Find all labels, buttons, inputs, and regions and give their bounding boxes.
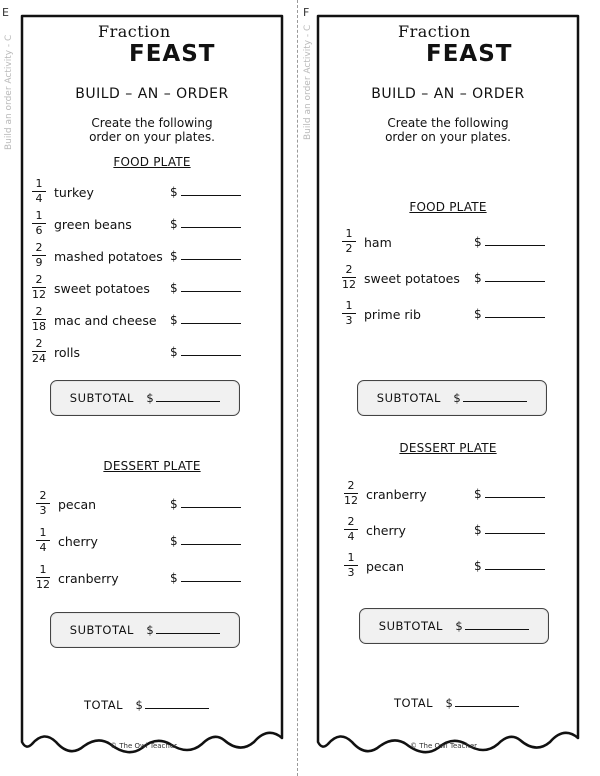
- side-text-right: Build an order Activity - C: [303, 24, 313, 140]
- food-subtotal-line: [51, 391, 239, 405]
- subtotal-label: SUBTOTAL: [378, 619, 443, 633]
- dessert-subtotal-box: [50, 612, 240, 648]
- dollar-sign: $: [146, 623, 155, 637]
- food-subtotal-box: [357, 380, 547, 416]
- dollar-sign: $: [170, 313, 178, 327]
- price-line: [474, 271, 545, 285]
- title-fraction: Fraction: [98, 22, 171, 41]
- menu-item-name: sweet potatoes: [364, 271, 460, 286]
- total-label: TOTAL: [394, 696, 433, 710]
- fraction-numerator: 2: [35, 273, 43, 286]
- total-blank[interactable]: [455, 696, 519, 707]
- total-line: [84, 698, 209, 712]
- menu-item-name: mashed potatoes: [54, 249, 163, 264]
- price-line: [170, 313, 241, 327]
- order-card-right: [314, 14, 582, 766]
- subtotal-label: SUBTOTAL: [376, 391, 441, 405]
- fraction-numerator: 2: [39, 489, 47, 502]
- subtotal-blank[interactable]: [156, 391, 220, 402]
- dollar-sign: $: [170, 345, 178, 359]
- fraction-denominator: 6: [35, 224, 43, 237]
- price-blank[interactable]: [181, 497, 241, 508]
- fraction-denominator: 12: [32, 288, 46, 301]
- fraction: [32, 306, 46, 333]
- menu-item-name: green beans: [54, 217, 132, 232]
- fraction: [32, 178, 46, 205]
- subtotal-blank[interactable]: [156, 623, 220, 634]
- dollar-sign: $: [135, 698, 144, 712]
- dollar-sign: $: [170, 534, 178, 548]
- price-line: [170, 571, 241, 585]
- food-plate-title: FOOD PLATE: [113, 155, 191, 169]
- instructions-line-2: order on your plates.: [385, 130, 511, 144]
- dollar-sign: $: [170, 497, 178, 511]
- price-blank[interactable]: [485, 559, 545, 570]
- dessert-subtotal-line: [51, 623, 239, 637]
- menu-item-row: [344, 516, 584, 546]
- menu-item-name: ham: [364, 235, 392, 250]
- fraction-numerator: 2: [347, 479, 355, 492]
- menu-item-name: prime rib: [364, 307, 421, 322]
- fraction: [342, 228, 356, 255]
- fraction: [32, 338, 46, 365]
- fraction: [36, 490, 50, 517]
- price-blank[interactable]: [181, 217, 241, 228]
- heading-build-an-order: BUILD – AN – ORDER: [75, 86, 229, 102]
- fraction-numerator: 2: [347, 515, 355, 528]
- fraction-denominator: 4: [39, 541, 47, 554]
- dollar-sign: $: [170, 185, 178, 199]
- menu-item-row: [36, 490, 276, 520]
- total-label: TOTAL: [84, 698, 123, 712]
- menu-item-row: [32, 242, 272, 272]
- credit-text: © The Owl Teacher: [410, 742, 478, 750]
- fraction-denominator: 12: [344, 494, 358, 507]
- instructions-line-2: order on your plates.: [89, 130, 215, 144]
- menu-item-name: sweet potatoes: [54, 281, 150, 296]
- menu-item-name: pecan: [58, 497, 97, 512]
- menu-item-row: [342, 228, 582, 258]
- fraction: [344, 552, 358, 579]
- cut-line: [297, 0, 298, 776]
- dollar-sign: $: [445, 696, 454, 710]
- menu-item-name: cherry: [58, 534, 98, 549]
- fraction: [32, 274, 46, 301]
- menu-item-name: cranberry: [58, 571, 119, 586]
- price-line: [474, 559, 545, 573]
- corner-letter-right: F: [303, 6, 310, 19]
- fraction-numerator: 1: [39, 563, 47, 576]
- price-blank[interactable]: [485, 523, 545, 534]
- title-fraction: Fraction: [398, 22, 471, 41]
- price-blank[interactable]: [485, 487, 545, 498]
- price-line: [170, 217, 241, 231]
- price-blank[interactable]: [181, 534, 241, 545]
- fraction-denominator: 12: [342, 278, 356, 291]
- price-line: [170, 185, 241, 199]
- price-blank[interactable]: [485, 307, 545, 318]
- menu-item-name: cherry: [366, 523, 406, 538]
- price-line: [170, 497, 241, 511]
- fraction: [342, 300, 356, 327]
- menu-item-row: [32, 338, 272, 368]
- fraction-numerator: 1: [347, 551, 355, 564]
- fraction-numerator: 1: [345, 227, 353, 240]
- corner-letter-left: E: [2, 6, 9, 19]
- price-line: [170, 534, 241, 548]
- fraction-denominator: 4: [35, 192, 43, 205]
- fraction-denominator: 18: [32, 320, 46, 333]
- fraction-denominator: 24: [32, 352, 46, 365]
- menu-item-name: rolls: [54, 345, 80, 360]
- menu-item-row: [342, 264, 582, 294]
- fraction-numerator: 1: [35, 209, 43, 222]
- total-blank[interactable]: [145, 698, 209, 709]
- price-line: [474, 235, 545, 249]
- fraction-numerator: 1: [39, 526, 47, 539]
- price-line: [170, 345, 241, 359]
- price-blank[interactable]: [181, 281, 241, 292]
- food-subtotal-line: [358, 391, 546, 405]
- fraction: [36, 564, 50, 591]
- fraction-denominator: 2: [345, 242, 353, 255]
- dollar-sign: $: [474, 559, 482, 573]
- price-line: [170, 281, 241, 295]
- subtotal-label: SUBTOTAL: [69, 391, 134, 405]
- dollar-sign: $: [170, 217, 178, 231]
- instructions-line-1: Create the following: [91, 116, 213, 130]
- dessert-subtotal-line: [360, 619, 548, 633]
- price-line: [170, 249, 241, 263]
- dollar-sign: $: [474, 523, 482, 537]
- dessert-subtotal-box: [359, 608, 549, 644]
- menu-item-name: pecan: [366, 559, 405, 574]
- dollar-sign: $: [474, 235, 482, 249]
- fraction-numerator: 1: [345, 299, 353, 312]
- fraction: [342, 264, 356, 291]
- dollar-sign: $: [474, 307, 482, 321]
- fraction-numerator: 2: [35, 337, 43, 350]
- dessert-plate-title: DESSERT PLATE: [103, 459, 201, 473]
- order-card-left: [18, 14, 286, 766]
- price-blank[interactable]: [181, 249, 241, 260]
- fraction: [344, 480, 358, 507]
- fraction-denominator: 4: [347, 530, 355, 543]
- menu-item-row: [36, 527, 276, 557]
- fraction: [344, 516, 358, 543]
- menu-item-name: turkey: [54, 185, 94, 200]
- fraction: [36, 527, 50, 554]
- menu-item-row: [344, 552, 584, 582]
- fraction: [32, 242, 46, 269]
- price-blank[interactable]: [181, 345, 241, 356]
- title-feast: FEAST: [129, 41, 216, 67]
- food-subtotal-box: [50, 380, 240, 416]
- dessert-plate-title: DESSERT PLATE: [399, 441, 497, 455]
- fraction-denominator: 9: [35, 256, 43, 269]
- food-plate-title: FOOD PLATE: [409, 200, 487, 214]
- price-line: [474, 523, 545, 537]
- fraction-numerator: 2: [35, 241, 43, 254]
- dollar-sign: $: [170, 281, 178, 295]
- subtotal-blank[interactable]: [465, 619, 529, 630]
- fraction-numerator: 2: [35, 305, 43, 318]
- menu-item-name: mac and cheese: [54, 313, 157, 328]
- menu-item-row: [32, 306, 272, 336]
- fraction: [32, 210, 46, 237]
- menu-item-row: [32, 274, 272, 304]
- fraction-denominator: 3: [345, 314, 353, 327]
- subtotal-blank[interactable]: [463, 391, 527, 402]
- menu-item-name: cranberry: [366, 487, 427, 502]
- dollar-sign: $: [170, 571, 178, 585]
- dollar-sign: $: [474, 271, 482, 285]
- heading-build-an-order: BUILD – AN – ORDER: [371, 86, 525, 102]
- menu-item-row: [344, 480, 584, 510]
- price-line: [474, 307, 545, 321]
- instructions-line-1: Create the following: [387, 116, 509, 130]
- fraction-denominator: 3: [39, 504, 47, 517]
- side-text-left: Build an order Activity - C: [4, 34, 14, 150]
- fraction-denominator: 3: [347, 566, 355, 579]
- price-blank[interactable]: [485, 235, 545, 246]
- price-blank[interactable]: [181, 571, 241, 582]
- credit-text: © The Owl Teacher: [110, 742, 178, 750]
- dollar-sign: $: [146, 391, 155, 405]
- dollar-sign: $: [455, 619, 464, 633]
- subtotal-label: SUBTOTAL: [69, 623, 134, 637]
- menu-item-row: [32, 210, 272, 240]
- dollar-sign: $: [474, 487, 482, 501]
- price-blank[interactable]: [181, 313, 241, 324]
- fraction-numerator: 1: [35, 177, 43, 190]
- fraction-denominator: 12: [36, 578, 50, 591]
- price-blank[interactable]: [485, 271, 545, 282]
- fraction-numerator: 2: [345, 263, 353, 276]
- price-blank[interactable]: [181, 185, 241, 196]
- total-line: [394, 696, 519, 710]
- dollar-sign: $: [170, 249, 178, 263]
- dollar-sign: $: [453, 391, 462, 405]
- price-line: [474, 487, 545, 501]
- menu-item-row: [342, 300, 582, 330]
- menu-item-row: [32, 178, 272, 208]
- menu-item-row: [36, 564, 276, 594]
- title-feast: FEAST: [426, 41, 513, 67]
